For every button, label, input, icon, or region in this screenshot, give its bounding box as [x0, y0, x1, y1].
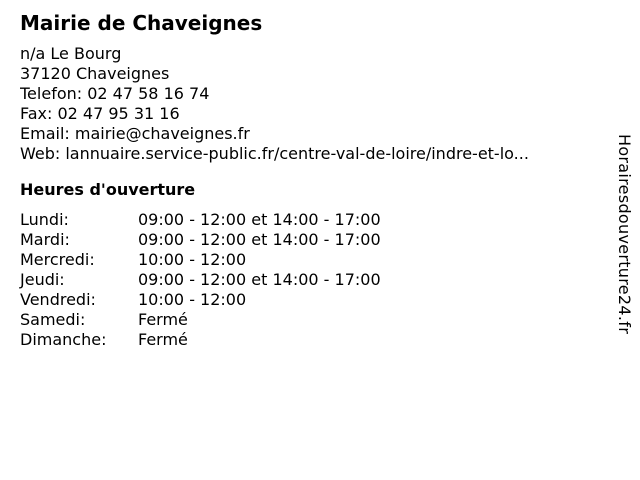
day-label: Mardi: — [20, 230, 70, 249]
hours-heading: Heures d'ouverture — [20, 180, 196, 199]
email-line — [20, 124, 600, 144]
day-label: Samedi: — [20, 310, 86, 329]
day-hours: 09:00 - 12:00 et 14:00 - 17:00 — [138, 210, 381, 229]
day-hours: 09:00 - 12:00 et 14:00 - 17:00 — [138, 230, 381, 249]
day-hours: 10:00 - 12:00 — [138, 290, 247, 309]
hours-row — [20, 230, 381, 250]
day-hours: Fermé — [138, 330, 188, 349]
site-brand-watermark: Horairesdouverture24.fr — [615, 134, 634, 335]
phone-line: Telefon: 02 47 58 16 74 — [20, 84, 210, 103]
page-title: Mairie de Chaveignes — [20, 11, 263, 35]
hours-table — [20, 210, 381, 350]
fax-line: Fax: 02 47 95 31 16 — [20, 104, 180, 123]
address-line-2: 37120 Chaveignes — [20, 64, 170, 83]
hours-row — [20, 330, 381, 350]
business-card — [20, 10, 600, 350]
hours-row — [20, 210, 381, 230]
hours-row — [20, 290, 381, 310]
day-label: Dimanche: — [20, 330, 107, 349]
day-label: Jeudi: — [20, 270, 65, 289]
hours-row — [20, 310, 381, 330]
web-link[interactable]: lannuaire.service-public.fr/centre-val-de-loire/indre-et-lo... — [65, 144, 529, 163]
day-hours: Fermé — [138, 310, 188, 329]
hours-row — [20, 270, 381, 290]
day-label: Vendredi: — [20, 290, 96, 309]
hours-row — [20, 250, 381, 270]
address-line-1: n/a Le Bourg — [20, 44, 122, 63]
email-link[interactable]: mairie@chaveignes.fr — [74, 124, 250, 143]
web-line — [20, 144, 600, 164]
day-label: Mercredi: — [20, 250, 95, 269]
day-label: Lundi: — [20, 210, 69, 229]
web-label: Web: — [20, 144, 66, 163]
day-hours: 09:00 - 12:00 et 14:00 - 17:00 — [138, 270, 381, 289]
day-hours: 10:00 - 12:00 — [138, 250, 247, 269]
email-label: Email: — [20, 124, 75, 143]
